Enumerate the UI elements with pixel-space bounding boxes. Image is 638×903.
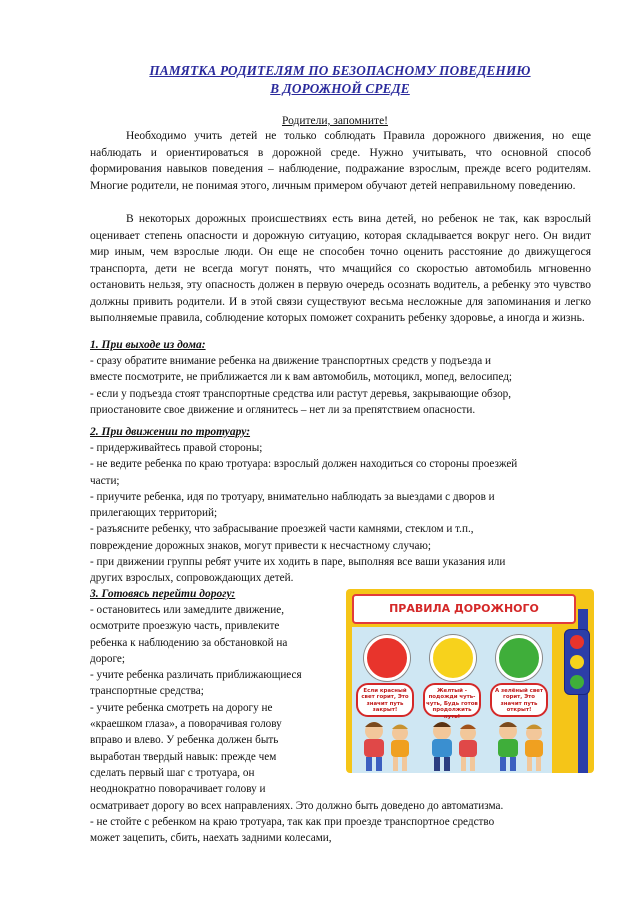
section-3-line: осмотрите проезжую часть, привлеките <box>90 620 280 633</box>
title-line-2: В ДОРОЖНОЙ СРЕДЕ <box>270 81 410 96</box>
section-1-line: - если у подъезда стоят транспортные средства или растут деревья, закрывающие обзор, <box>90 387 512 400</box>
section-1-heading: 1. При выходе из дома: <box>90 339 206 351</box>
section-1-line: - сразу обратите внимание ребенка на движение транспортных средств у подъезда и <box>90 355 491 367</box>
section-2-line: - приучите ребенка, идя по тротуару, внимательно наблюдать за выездами с дворов и <box>90 490 495 503</box>
section-2-line: - при движении группы ребят учите их ходить в паре, выполняя все ваши указания или <box>90 556 506 569</box>
green-light-rhyme: А зелёный свет горит, Это значит путь открыт! <box>490 683 548 717</box>
section-2-body <box>90 440 517 587</box>
traffic-rules-poster <box>346 589 594 773</box>
traffic-light-yellow <box>570 655 584 669</box>
traffic-light-icon <box>564 629 590 695</box>
section-2-line: - разъясните ребенку, что забрасывание проезжей части камнями, стеклом и т.п., <box>90 523 474 536</box>
section-3-line: сделать первый шаг с тротуара, он <box>90 766 255 779</box>
section-2-line: повреждение дорожных знаков, могут привести к несчастному случаю; <box>90 539 431 552</box>
children-illustration-icon <box>352 717 552 773</box>
section-2-line: - придерживайтесь правой стороны; <box>90 442 263 454</box>
section-1-line: приостановите свое движение и оглянитесь – нет ли за препятствием опасности. <box>90 403 476 416</box>
section-3-line: транспортные средства; <box>90 685 204 698</box>
intro-paragraph-1: Необходимо учить детей не только соблюдать Правила дорожного движения, но еще наблюдать и ориентироваться в дорожной среде. Нужно учитывать, что основной способ формирования навыков поведения – наблюдение, подражание взрослым, прежде всего родителям. Многие родители, не понимая этого, личным примером обучают детей неправильному поведению. <box>90 130 591 192</box>
section-3-line: выработан твердый навык: прежде чем <box>90 750 277 763</box>
subtitle: Родители, запомните! <box>281 115 389 127</box>
section-2-line: прилегающих территорий; <box>90 507 218 520</box>
title-line-1: ПАМЯТКА РОДИТЕЛЯМ ПО БЕЗОПАСНОМУ ПОВЕДЕНИЮ <box>149 63 531 78</box>
yellow-light-icon <box>430 635 476 681</box>
poster-title: ПРАВИЛА ДОРОЖНОГО <box>352 594 576 624</box>
traffic-light-red <box>570 635 584 649</box>
section-2-line: других взрослых, сопровождающих детей. <box>90 572 294 585</box>
section-3-line: дороге; <box>90 652 125 665</box>
section-3-line: - учите ребенка различать приближающиеся <box>90 669 302 682</box>
poster-scene <box>352 627 552 773</box>
section-3-line: - учите ребенка смотреть на дорогу не <box>90 701 273 714</box>
red-light-rhyme: Если красный свет горит, Это значит путь закрыт! <box>356 683 414 717</box>
section-1-body <box>90 353 512 418</box>
red-light-icon <box>364 635 410 681</box>
section-3-line: неоднократно поворачивает голову и <box>90 783 266 796</box>
section-2-line: - не ведите ребенка по краю тротуара: взрослый должен находиться со стороны проезжей <box>90 458 518 471</box>
section-2-heading: 2. При движении по тротуару: <box>90 426 251 438</box>
section-3-line: - не стойте с ребенком на краю тротуара, так как при проезде транспортное средство <box>90 815 495 828</box>
traffic-light-green <box>570 675 584 689</box>
section-3-line: вправо и влево. У ребенка должен быть <box>90 734 279 747</box>
section-2-line: части; <box>90 474 120 487</box>
yellow-light-rhyme: Желтый - подожди чуть-чуть, Будь готов продолжить путь! <box>423 683 481 717</box>
section-3-line: может зацепить, сбить, наехать задними колесами, <box>90 832 332 845</box>
section-3-line: осматривает дорогу во всех направлениях. Это должно быть доведено до автоматизма. <box>90 799 504 812</box>
section-1-line: вместе посмотрите, не приближается ли к вам автомобиль, мотоцикл, мопед, велосипед; <box>90 371 513 384</box>
section-3-heading: 3. Готовясь перейти дорогу: <box>90 588 236 600</box>
document-title <box>90 62 590 98</box>
green-light-icon <box>496 635 542 681</box>
section-3-line: ребенка к наблюдению за обстановкой на <box>90 636 288 649</box>
section-3-line: - остановитесь или замедлите движение, <box>90 604 284 616</box>
section-3-line: «краешком глаза», а поворачивая голову <box>90 718 282 731</box>
intro-paragraph-2: В некоторых дорожных происшествиях есть вина детей, но ребенок не так, как взрослый оценивает степень опасности и дорожную ситуацию, которая складывается вокруг него. Он видит мир иным, чем взрослые люди. Он еще не способен точно оценить расстояние до движущегося транспорта, дети не всегда могут понять, что мчащийся со скоростью автомобиль мгновенно остановить нельзя, эту опасность должен в первую очередь осознать водитель, а ребенку это чувство должны привить родители. И в этой связи существуют весьма несложные для запоминания и легко выполняемые правила, соблюдение которых поможет сохранить ребенку здоровье, а иногда и жизнь. <box>90 213 591 324</box>
